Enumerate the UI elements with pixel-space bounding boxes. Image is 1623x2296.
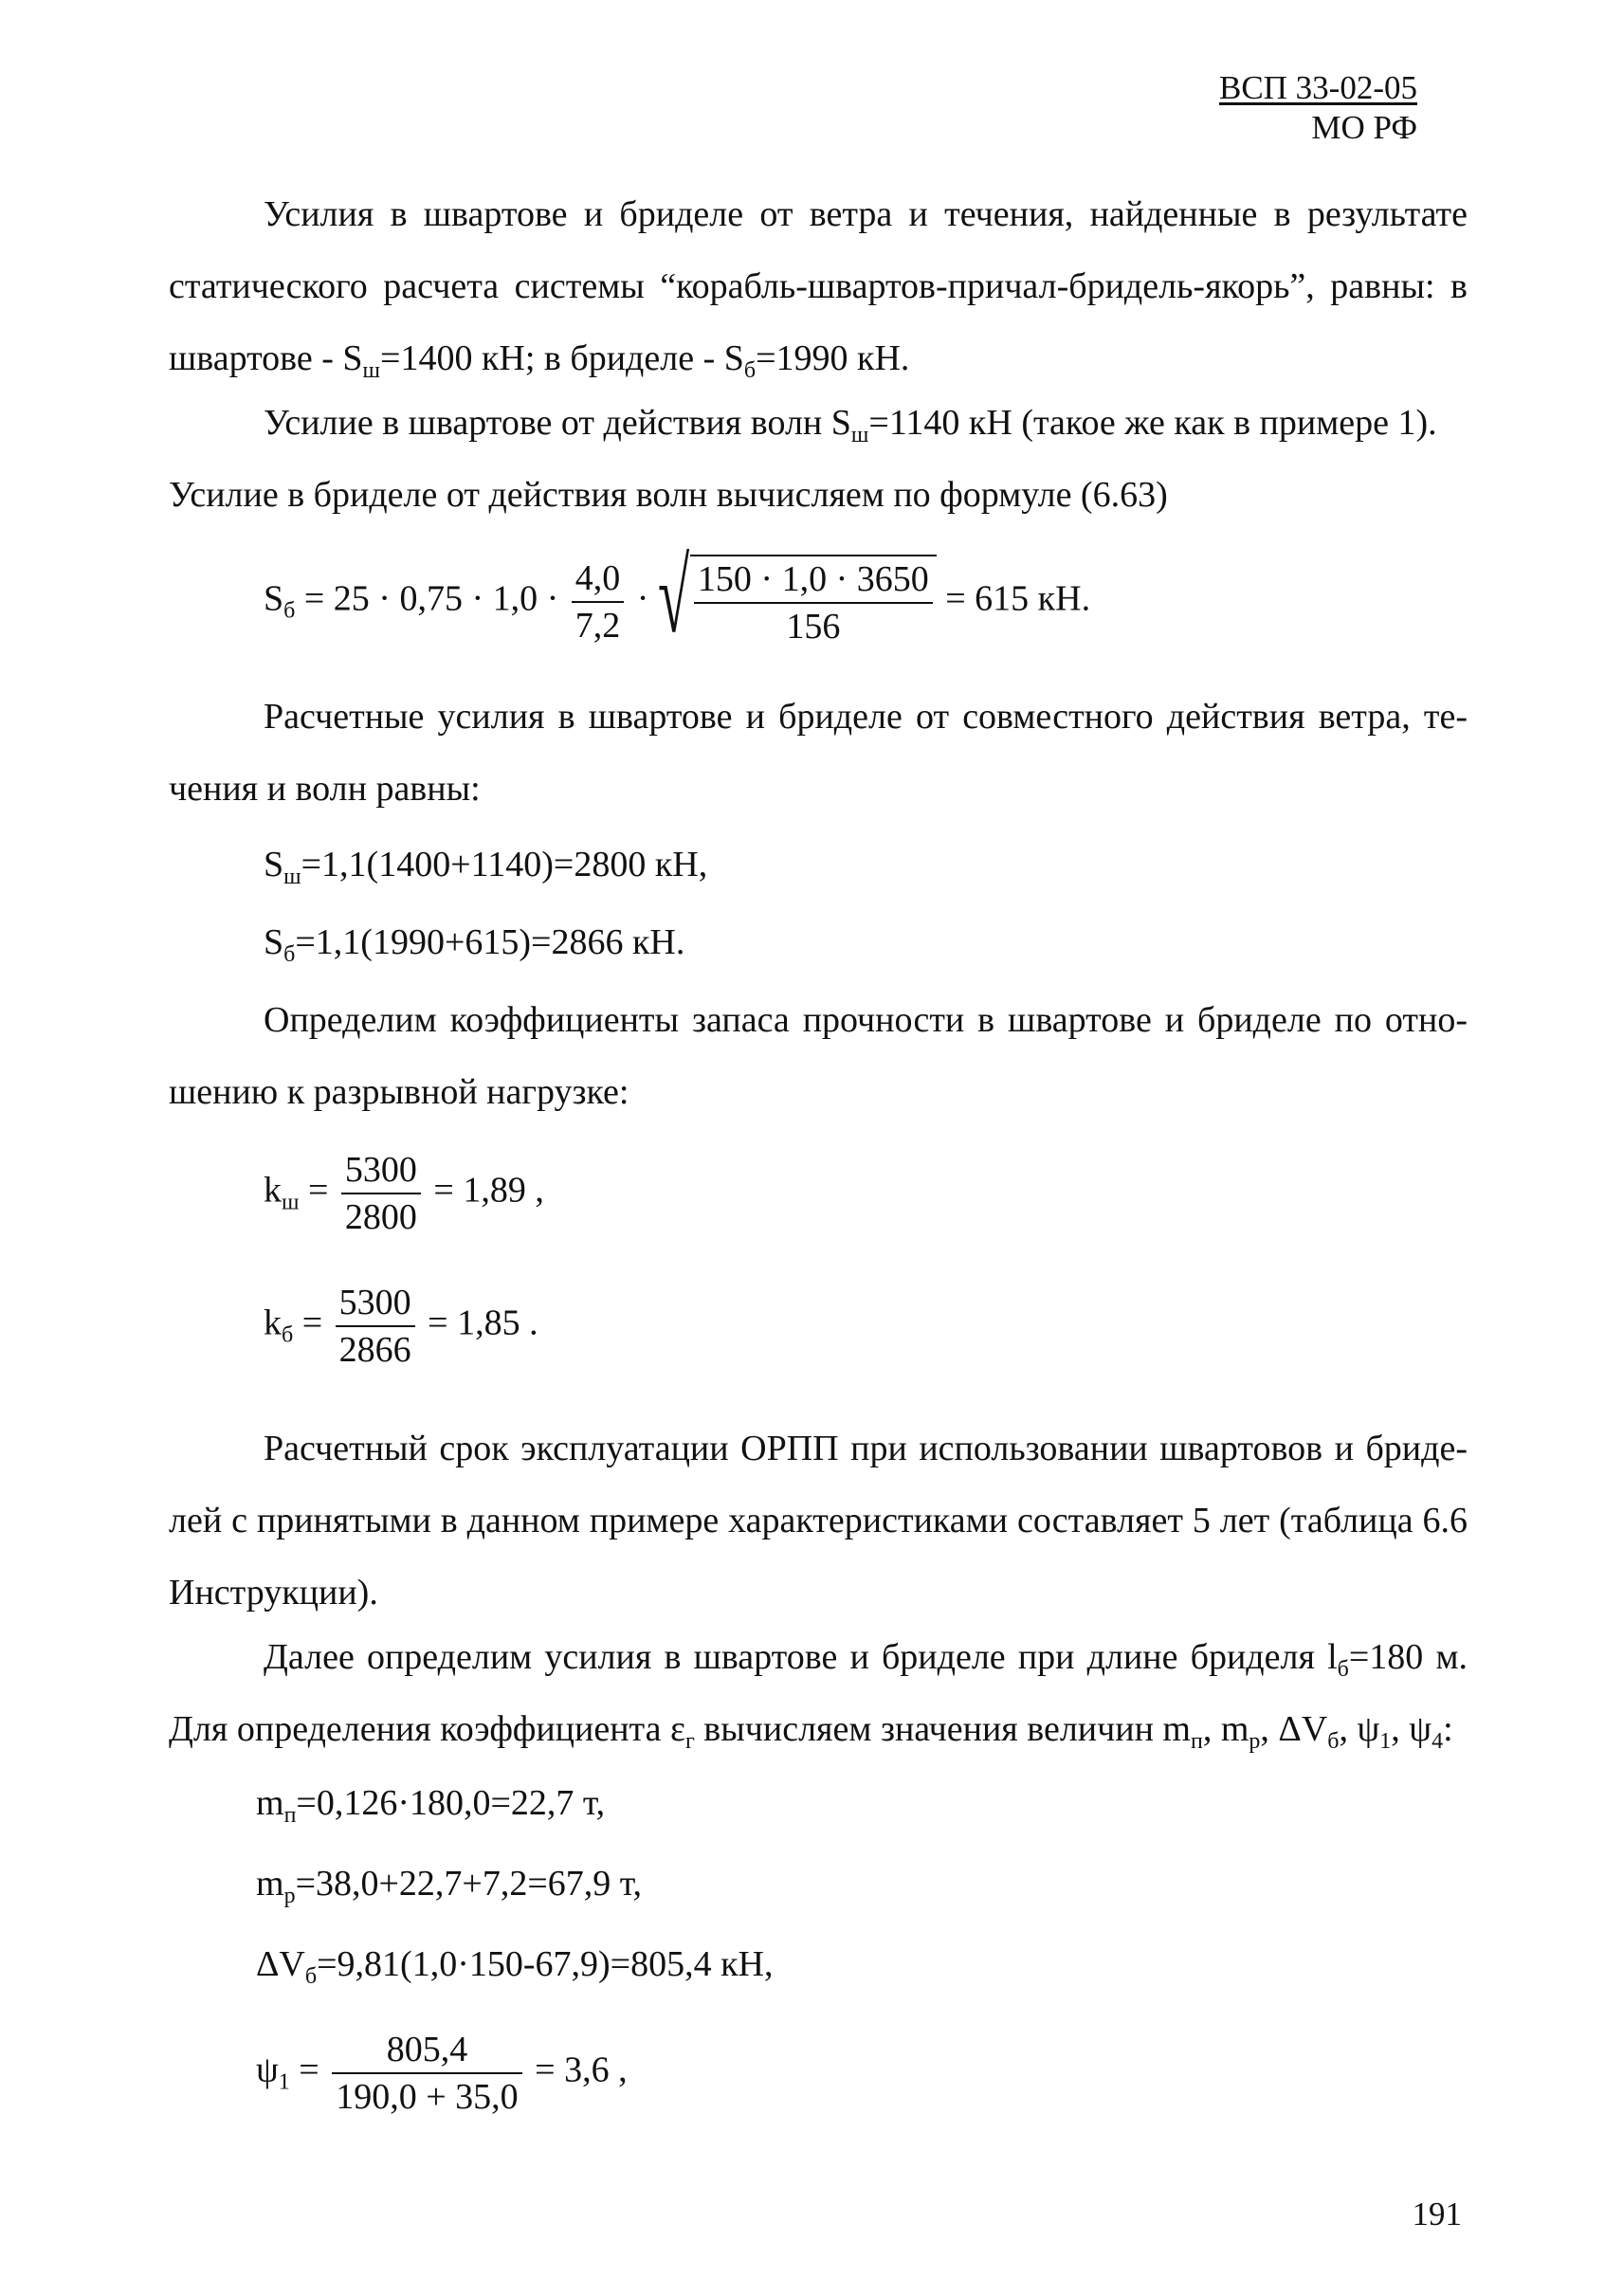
document-code: ВСП 33-02-05	[1218, 69, 1417, 106]
text-line: Усилие в швартове от действия волн $S_ш=1140$ кН (такое же как в примере 1).	[264, 403, 1437, 447]
paragraph-2	[169, 387, 1468, 531]
text-line: Расчетный срок эксплуатации ОРПП при использовании швартовов и бриде-	[264, 1429, 1468, 1468]
equation-m-p: $m_п=0,126\cdot 180,0=22,7$ т,	[256, 1783, 606, 1828]
text-line: Инструкции).	[169, 1573, 378, 1613]
page-number: 191	[1412, 2196, 1462, 2232]
paragraph-3	[169, 681, 1468, 825]
equation-m-r: $m_р=38,0+22,7+7,2=67,9$ т,	[256, 1864, 643, 1908]
text-line: шению к разрывной нагрузке:	[169, 1072, 629, 1112]
formula-s6: $S_б = 25 \cdot 0,75 \cdot 1,0$ · $\frac{4,0}{7,2}$ · √ $\frac{150 \cdot 1,0 \cdot 3650}{156}$ = 615 кН.	[264, 538, 1091, 654]
paragraph-6	[169, 1621, 1468, 1765]
formula-k-b: $k_б$ = $\frac{5300}{2866}$ = 1,85 .	[264, 1280, 538, 1373]
equation-delta-v: $\Delta V_б=9,81(1,0\cdot 150-67,9)=805,4$ кН,	[256, 1944, 774, 1989]
text-line: лей с принятыми в данном примере характеристиками составляет 5 лет (таблица 6.6	[169, 1501, 1468, 1540]
text-line: чения и волн равны:	[169, 769, 481, 809]
fraction: $\frac{4,0}{7,2}$	[572, 556, 625, 648]
text-line: Усилие в бриделе от действия волн вычисляем по формуле (6.63)	[169, 475, 1168, 515]
equation-s-b: $S_б=1,1(1990+615)=2866$ кН.	[264, 922, 685, 967]
formula-k-sh: $k_ш$ = $\frac{5300}{2800}$ = 1,89 ,	[264, 1147, 544, 1240]
text-line: Расчетные усилия в швартове и бриделе от совместного действия ветра, те-	[264, 697, 1468, 737]
text-line: Далее определим усилия в швартове и бриделе при длине бриделя $l_б=180$ м.	[264, 1637, 1468, 1682]
square-root: √ $\frac{150 \cdot 1,0 \cdot 3650}{156}$	[658, 555, 937, 649]
text-line: Определим коэффициенты запаса прочности в швартове и бриделе по отно-	[264, 1000, 1468, 1040]
text-line: статического расчета системы “корабль-швартов-причал-бридель-якорь”, равны: в	[169, 266, 1468, 306]
text-line: Усилия в швартове и бриделе от ветра и течения, найденные в результате	[264, 194, 1468, 234]
equation-s-sh: $S_ш=1,1(1400+1140)=2800$ кН,	[264, 845, 708, 889]
paragraph-5	[169, 1412, 1468, 1629]
organization: МО РФ	[1311, 109, 1417, 146]
paragraph-1	[169, 178, 1468, 394]
text-line: Для определения коэффициента $\varepsilon_г$ вычисляем значения величин $m_п$, $m_р$, $\Delta V_б$, $\psi_1$, $\psi_4$:	[169, 1709, 1453, 1754]
text-line: швартове - $S_ш=1400$ кН; в бриделе - $S_б=1990$ кН.	[169, 338, 910, 383]
formula-psi1: $\psi_1$ = $\frac{805,4}{190,0 + 35,0}$ = 3,6 ,	[256, 2027, 628, 2120]
paragraph-4	[169, 984, 1468, 1128]
